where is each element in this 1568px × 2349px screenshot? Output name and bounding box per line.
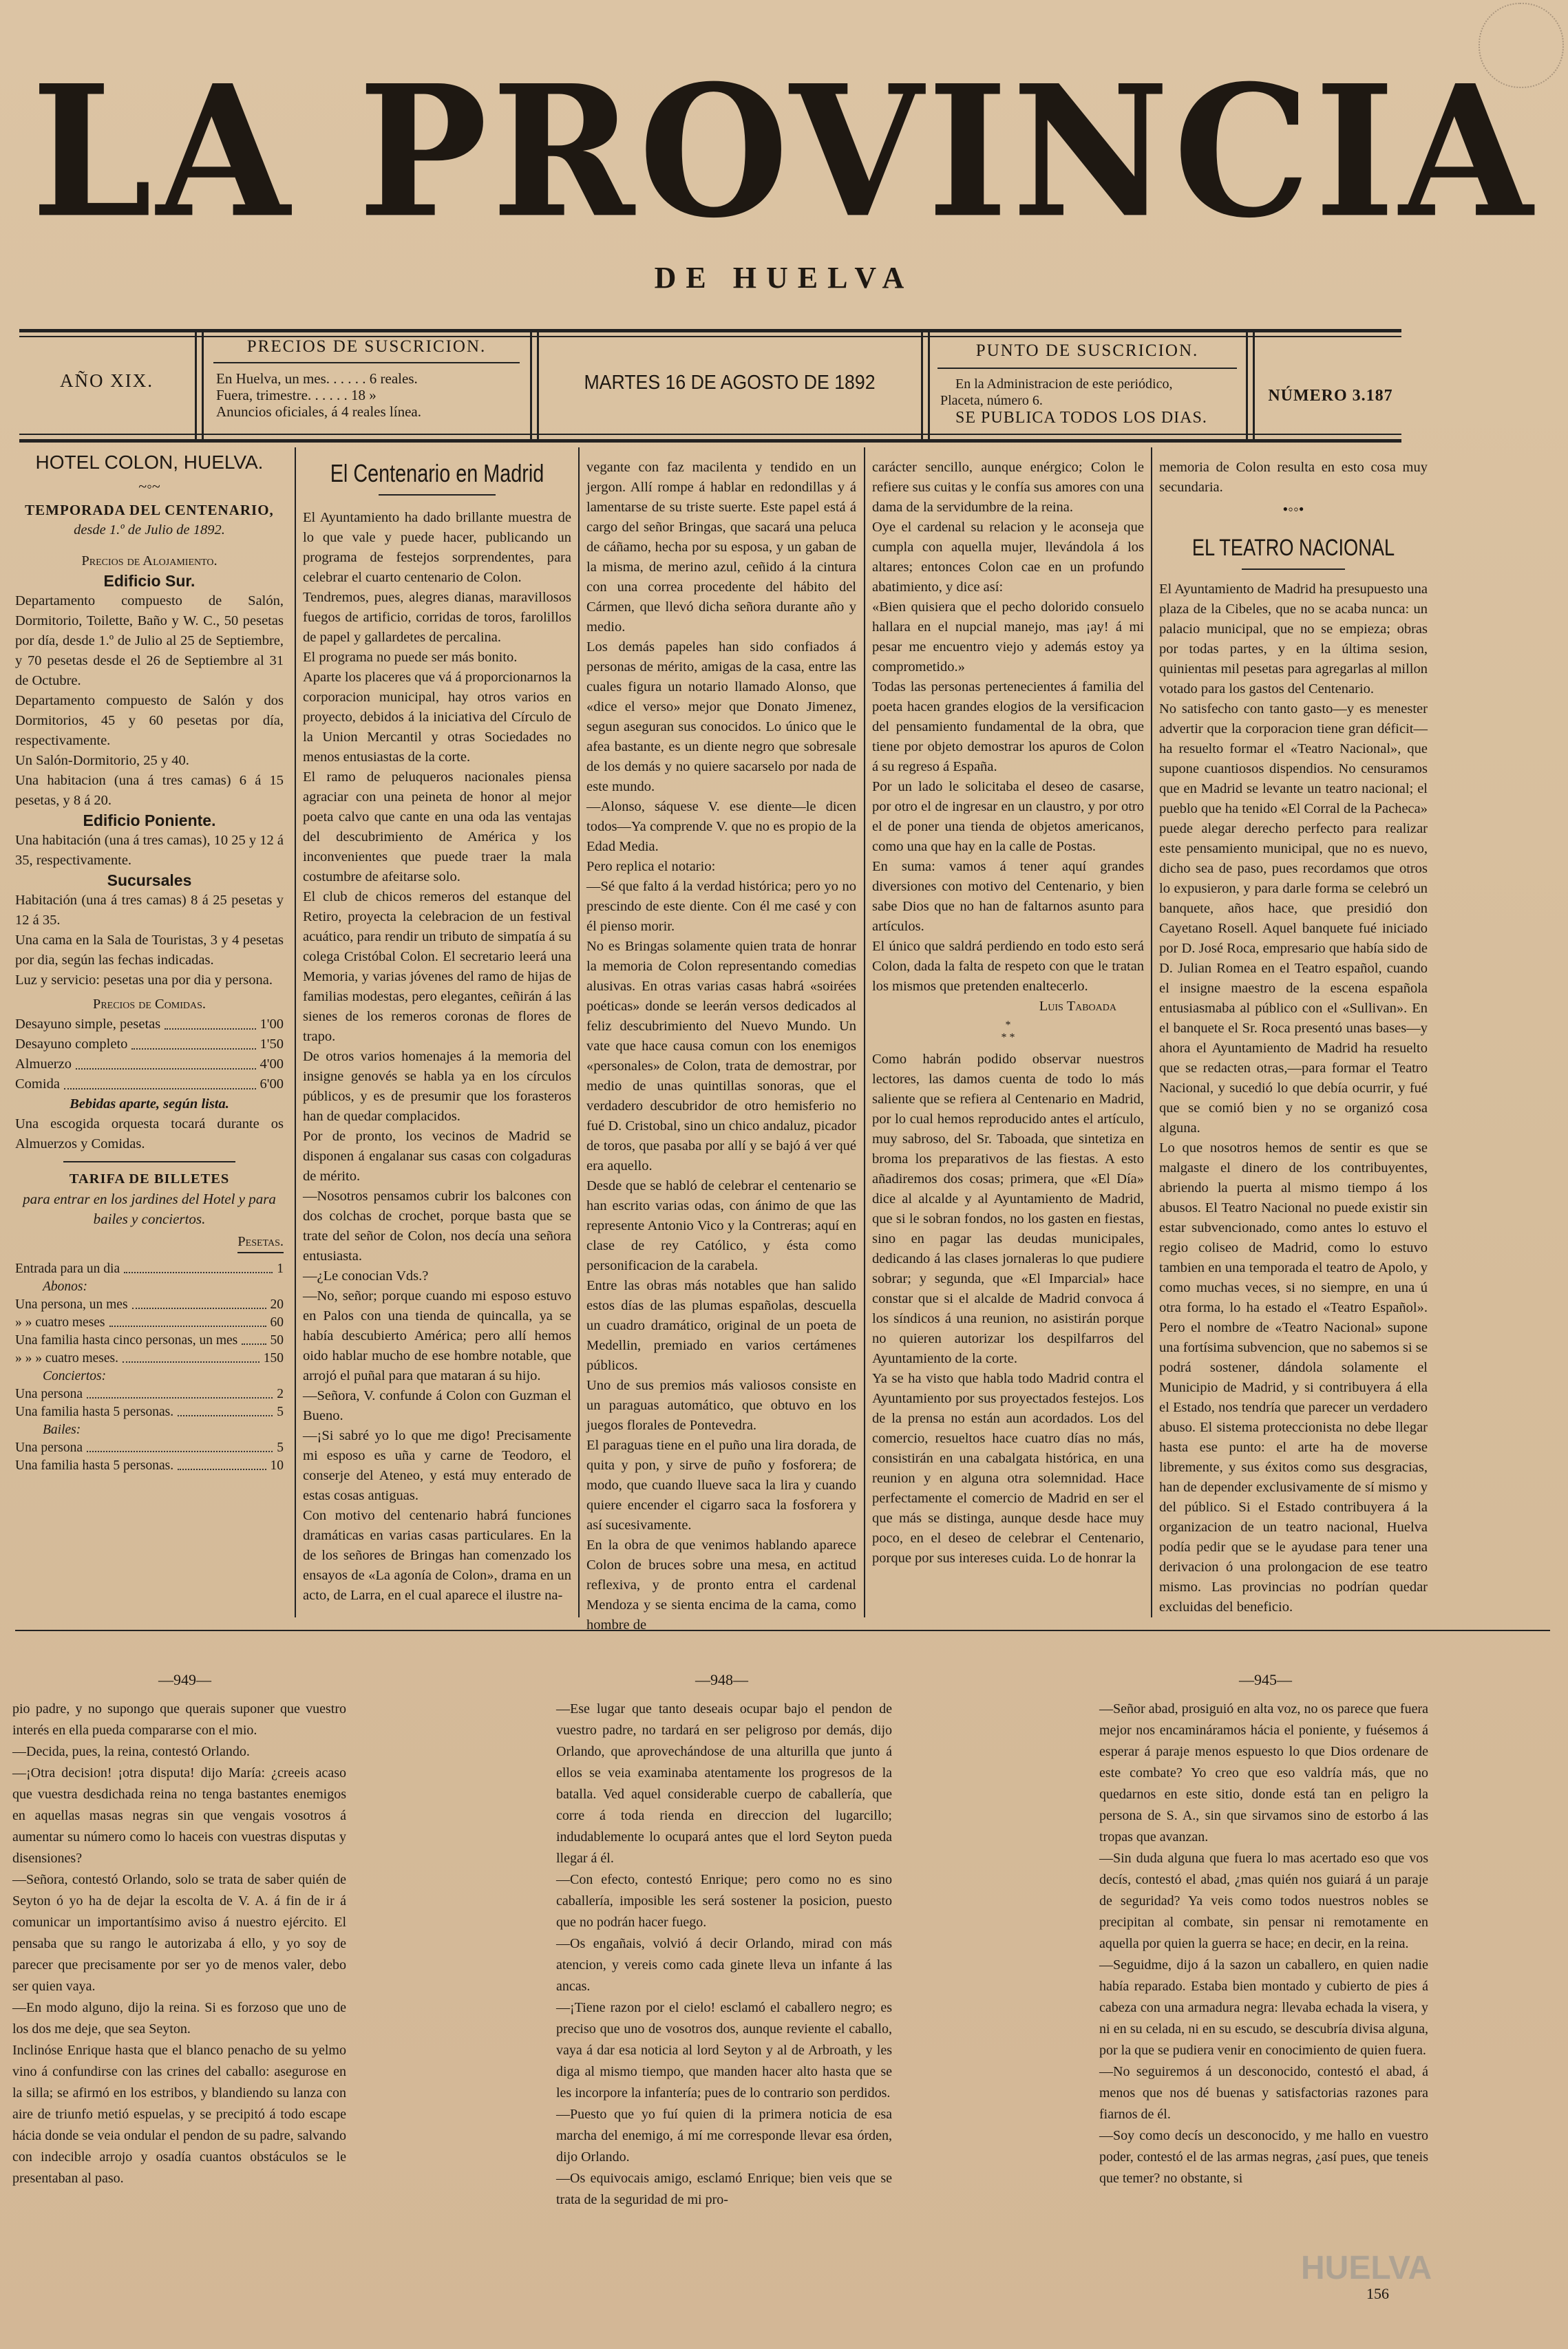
ticket-label: Una familia hasta 5 personas. [15,1458,174,1473]
issue-number: NÚMERO 3.187 [1268,387,1393,405]
subscription-line-2: Fuera, trimestre. . . . . . 18 » [216,387,377,403]
leader-dots [123,1350,259,1363]
article-signature: Luis Taboada [1039,999,1116,1014]
meal-price: 1'00 [259,1017,284,1032]
leader-dots [178,1403,273,1416]
leader-dots [242,1332,266,1345]
ticket-row [15,1350,284,1368]
hotel-advertisement [15,449,284,1475]
subscription-point-title: PUNTO DE SUSCRICION. [975,341,1199,360]
ornament-icon: •◦◦• [1282,500,1304,518]
ticket-label: Abonos: [43,1279,87,1294]
subscription-line-1: En Huelva, un mes. . . . . . 6 reales. [216,370,418,387]
ticket-label: Una familia hasta 5 personas. [15,1405,174,1419]
orchestra-note: Una escogida orquesta tocará durante os Almuerzos y Comidas. [15,1116,284,1151]
watermark-text: HUELVA [1301,2250,1432,2286]
south-building-text: Departamento compuesto de Salón, Dormitorio, Toilette, Baño y W. C., 50 pesetas por día, desde 1.º de Julio al 25 de Septiembre, y 70 pesetas desde el 26 de Septiembre al 31 de Octubre. Departamento compuesto de Salón y dos Dormitorios, 45 y 60 pesetas por día, respectivamente. Un Salón-Dormitorio, 25 y 40. Una habitacion (una á tres camas) 6 á 15 pesetas, y 8 á 20. [15,593,284,808]
ticket-label: » » » cuatro meses. [15,1351,119,1365]
header-divider [195,329,197,439]
asterism-icon: * * * [1001,1019,1015,1043]
masthead-title: LA PROVINCIA [31,45,1537,258]
subscription-title: PRECIOS DE SUSCRICION. [246,337,487,356]
masthead-subtitle: DE HUELVA [654,261,914,295]
article-body-col1: El Ayuntamiento ha dado brillante muestra de lo que vale y puede hacer, publicando un programa de festejos sorprendentes, para celebrar el cuarto centenario de Colon. Tendremos, pues, alegres dianas, maravillosos fuegos de artificio, corridas de toros, farolillos de papel y gallardetes de percalina. El programa no puede ser más bonito. Aparte los placeres que vá á proporcionarnos la corporacion municipal, hay otros varios en proyecto, debidos á la iniciativa del Círculo de la Union Mercantil y otras Sociedades no menos entusiastas de la corte. El ramo de peluqueros nacionales piensa agraciar con una peineta de honor al mejor poeta calvo que cante en una oda las ventajas del descubrimiento de América y los inconvenientes que puede traer la mala costumbre de afeitarse solo. El club de chicos remeros del estanque del Retiro, proyecta la celebracion de un festival acuático, para rendir un tributo de simpatía á su colega Cristóbal Colon. El secretario leerá una Memoria, y varias jóvenes del ramo de hijas de familias modestas, pero elegantes, ceñirán á las sienes de los remeros coronas de flores de trapo. De otros varios homenajes á la memoria del insigne genovés se habla ya en los círculos públicos, y es de presumir que los forasteros han de quedar complacidos. Por de pronto, los vecinos de Madrid se disponen á engalanar sus casas con colgaduras de mérito. —Nosotros pensamos cubrir los balcones con dos colchas de crochet, porque basta que se trate del señor de Colon, nos decía una señora entusiasta. —¿Le conocian Vds.? —No, señor; porque cuando mi esposo estuvo en Palos con una tienda de quincalla, ya se había descubierto América; pero allí hemos oido hablar mucho de ese hombre notable, que arrojó el puñal para que mataran á su hijo. —Señora, V. confunde á Colon con Guzman el Bueno. —¡Si sabré yo lo que me digo! Precisamente mi esposo es uña y carne de Teodoro, el conserje del Ateneo, y está muy enterado de estas cosas antiguas. Con motivo del centenario habrá funciones dramáticas en varias casas particulares. En la de los señores de Bringas han comenzado los ensayos de «La agonía de Colon», drama en un acto, de Larra, en el cual aparece el ilustre na- [303,510,571,1603]
tickets-title: TARIFA DE BILLETES [69,1171,230,1187]
column-rule [578,447,580,1617]
subscription-prices [206,336,527,420]
meal-price: 6'00 [259,1076,284,1092]
ticket-price: 60 [270,1315,284,1330]
issue-date: MARTES 16 DE AGOSTO DE 1892 [584,372,876,394]
ticket-label: Bailes: [43,1423,81,1437]
article-body-col2: vegante con faz macilenta y tendido en un jergon. Allí rompe á hablar en redondillas y á lamentarse de su triste suerte. Este papel está á cargo del señor Bringas, que sacará una peluca de cáñamo, hecha por su esposa, y un gaban de la misma, de merino azul, ceñido á la cintura con una correa procedente del hábito del Cármen, que llevó dicha señora durante año y medio. Los demás papeles han sido confiados á personas de mérito, amigas de la casa, entre las cuales figura un notario llamado Alonso, que «dice el verso» mejor que Donato Jimenez, segun aseguran sus conocidos. Lo único que le afea bastante, es un diente negro que sobresale de los demás y no quiere sacarselo por nada de este mundo. —Alonso, sáquese V. ese diente—le dicen todos—Ya comprende V. que no es propio de la Edad Media. Pero replica el notario: —Sé que falto á la verdad histórica; pero yo no prescindo de este diente. Con él me casé y con él pienso morir. No es Bringas solamente quien trata de honrar la memoria de Colon representando comedias alusivas. En otras varias casas habrá «soirées poéticas» donde se leerán versos dedicados al feliz descubrimiento del Nuevo Mundo. Un vate que hace causa comun con los enemigos «personales» de Colon, trata de demostrar, por medio de unas quintillas sonoras, que el verdadero descubridor de otro hemisferio no fué D. Cristobal, sino un chico andaluz, picador de toros, que pasaba por allí y se bajó á ver qué era aquello. Desde que se habló de celebrar el centenario se han escrito varias odas, con ánimo de que las represente Antonio Vico y la Contreras; aquí en clase de rey Católico, y ésta como personificacion de la carabela. Entre las obras más notables que han salido estos días de las plumas españolas, descuella un cuadro dramático, original de un poeta de Medellin, premiado en varios certámenes públicos. Uno de sus premios más valiosos consiste en un paraguas automático, que obtuvo en los juegos florales de Pontevedra. El paraguas tiene en el puño una lira dorada, de quita y pon, y sirve de puño y fosforera; de modo, que cuando llueve saca la lira y cuando quiere encender el cigarro saca la fosforera y así sucesivamente. En la obra de que venimos hablando aparece Colon de bruces sobre una mesa, en actitud reflexiva, y de pronto entra el cardenal Mendoza y se sienta encima de la cama, como hombre de [586,460,856,1633]
ticket-label: Una persona [15,1441,83,1455]
feuilleton-page-right: —945— [1239,1671,1292,1688]
ticket-row [15,1403,284,1421]
header-divider [537,329,539,439]
article-title: El Centenario en Madrid [330,459,544,487]
library-watermark [1301,2249,1497,2328]
feuilleton-rule [15,1630,1550,1631]
meal-row [15,1074,284,1094]
feuilleton-col-mid: —Ese lugar que tanto deseais ocupar bajo el pendon de vuestro padre, no tardará en ser peligroso por demás, dijo Orlando, que aprovechándose de una alturilla que junto á ellos se veia examinaba atentamente los progresos de la batalla. Ved aquel considerable cuerpo de caballería, que corre á toda rienda en direccion del lugarcillo; indudablemente lo ocupará antes que el lord Seyton pueda llegar á él. —Con efecto, contestó Enrique; pero como no es sino caballería, imposible les será sostener la posicion, puesto que no podrán hacer fuego. —Os engañais, volvió á decir Orlando, mirad con más atencion, y vereis como cada ginete lleva un infante á las ancas. —¡Tiene razon por el cielo! esclamó el caballero negro; es preciso que uno de vosotros dos, aunque reviente el caballo, vaya á dar esa noticia al lord Seyton y al de Arbroath, y les diga al mismo tiempo, que manden hacer alto hasta que se les incorpore la infantería; pues de lo contrario son perdidos. —Puesto que yo fuí quien di la primera noticia de esa marcha del enemigo, á mí me corresponde llevar esa órden, dijo Orlando. —Os equivocais amigo, esclamó Enrique; bien veis que se trata de la seguridad de mi pro- [556,1701,892,2207]
leader-dots [124,1260,273,1273]
leader-dots [87,1385,273,1399]
article-teatro [1159,458,1428,1617]
meal-label: Almuerzo [15,1056,72,1072]
leader-dots [178,1457,266,1470]
hotel-season: TEMPORADA DEL CENTENARIO, [25,502,274,518]
tickets-subtitle: para entrar en los jardines del Hotel y para bailes y conciertos. [23,1191,276,1227]
branches-text: Habitación (una á tres camas) 8 á 25 pesetas y 12 á 35. Una cama en la Sala de Touristas, 3 y 4 pesetas por dia, según las fechas indicadas. Luz y servicio: pesetas una por dia y persona. [15,893,284,988]
meal-label: Desayuno simple, pesetas [15,1017,161,1032]
title-rule [379,494,496,496]
article-body-col3b: Como habrán podido observar nuestros lectores, las damos cuenta de todo lo más saliente que se refiera al Centenario en Madrid, por lo cual hemos reproducido antes el artículo, muy sabroso, del Sr. Taboada, que sintetiza en broma los preparativos de las fiestas. A esto añadiremos dos cosas; primera, que «El Día» dice al alcalde y al Ayuntamiento de Madrid, que si le sobran fondos, no los gasten en fiestas, sino en pagar las deudas municipales, dedicando á las clases jornaleras lo que pudiere sobrar; y segunda, que «El Imparcial» hace constar que si el alcalde de Madrid convoca á los síndicos á una reunion, no asistirán porque no quieren autorizar los despilfarros del Ayuntamiento de la corte. Ya se ha visto que habla todo Madrid contra el Ayuntamiento por sus proyectados festejos. Los de la prensa no están aun acordados. Los del comercio, resueltos hace cuatro días no más, consistirán en una cabalgata histórica, en una reunion y en alguna otra solemnidad. Hace perfectamente el comercio de Madrid en ser el que más se distinga, aunque desde hace muy poco, en el deseo de celebrar el Centenario, porque por sus intereses cuida. Lo de honrar la [872,1052,1144,1566]
hotel-title: HOTEL COLON, HUELVA. [35,451,264,473]
subscription-point [931,341,1244,427]
leader-dots [87,1439,273,1452]
ticket-row [15,1368,284,1385]
teatro-title: EL TEATRO NACIONAL [1191,535,1395,561]
meals-title: Precios de Comidas. [92,997,206,1012]
meal-price: 1'50 [259,1037,284,1052]
column-rule [1151,447,1152,1617]
meal-row [15,1034,284,1054]
header-divider [928,329,930,439]
header-bottom-rule [19,439,1401,443]
west-building-title: Edificio Poniente. [83,811,216,829]
header-divider [1253,329,1255,439]
ticket-label: Entrada para un dia [15,1262,120,1276]
header-top-rule [19,329,1401,332]
header-divider [1246,329,1248,439]
meal-row [15,1014,284,1034]
tickets-currency: Pesetas. [237,1232,284,1253]
ticket-price: 5 [277,1405,284,1419]
ticket-price: 2 [277,1387,284,1401]
ticket-price: 20 [270,1297,284,1312]
ticket-row [15,1314,284,1332]
ticket-price: 5 [277,1441,284,1455]
leader-dots [64,1074,256,1090]
ornament-icon: ~◦~ [138,478,160,495]
column-rule [864,447,865,1617]
drinks-note: Bebidas aparte, según lista. [70,1096,229,1112]
subscription-point-line-3: SE PUBLICA TODOS LOS DIAS. [955,409,1207,427]
ticket-row [15,1260,284,1278]
meal-label: Desayuno completo [15,1037,128,1052]
feuilleton-col-right: —Señor abad, prosiguió en alta voz, no os parece que fuera mejor nos encamináramos hácia el poniente, y fuésemos á esperar á paraje menos espuesto lo que Dios ordenare de este combate? Yo creo que eso valdría más, que no quedarnos en este sitio, donde está tan en peligro la persona de S. A., sin que sirvamos sino de estorbo á las tropas que avanzan. —Sin duda alguna que fuera lo mas acertado eso que vos decís, contestó el abad, ¿mas quién nos guiará á un paraje de seguridad? Ya veis como todos nuestros nobles se precipitan al combate, sin pensar ni remotamente en aquella por quien la guerra se hace; en decir, en la reina. —Seguidme, dijo á la sazon un caballero, en quien nadie había reparado. Estaba bien montado y cubierto de pies á cabeza con una armadura negra: llevaba echada la visera, y ni en su celada, ni en su escudo, se descubría divisa alguna, por la que se pudiera venir en conocimiento de quien fuera. —No seguiremos á un desconocido, contestó el abad, á menos que nos dé buenas y satisfactorias razones para fiarnos de él. —Soy como decís un desconocido, y me hallo en vuestro poder, contestó el de las armas negras, ¿así pues, que teneis que temer? no obstante, si [1099,1701,1428,2186]
header-divider [202,329,204,439]
ticket-label: » » cuatro meses [15,1315,105,1330]
leader-dots [131,1034,255,1050]
teatro-body: El Ayuntamiento de Madrid ha presupuesto una plaza de la Cibeles, que no se acaba nunca: un palacio municipal, que no se empieza; obras por todas partes, y en la última sesion, quinientas mil pesetas para agregarlas al millon votado para los gastos del Centenario. No satisfecho con tanto gasto—y es menester advertir que la corporacion tiene gran déficit—ha resuelto formar el «Teatro Nacional», que supone cuantiosos dispendios. No censuramos que en Madrid se levante un teatro nacional; el pueblo que ha tenido «El Corral de la Pacheca» puede alegar derecho perfecto para realizar este pensamiento municipal, que no es nuevo, dicho sea de paso, pues recordamos que otros lo expusieron, y para darle forma se celebró un banquete, años hace, que presidió don Cayetano Rosell. Aquel banquete fué iniciado por D. José Roca, empresario que había sido de D. Julian Romea en el Teatro español, cuando el insigne maestro de la escena española entusiasmaba al público con el «Sullivan». En el banquete el Sr. Roca presentó unas bases—y ahora el Ayuntamiento de Madrid ha resuelto que se redacten otras,—para formar el Teatro Nacional, y sucedió lo que debía ocurrir, y fué que se comió bien y no se organizó cosa alguna. Lo que nosotros hemos de sentir es que se malgaste el dinero de los contribuyentes, abriendo la puerta al mismo tiempo á los abusos. El Teatro Nacional no puede existir sin estar subvencionado, como antes lo estuvo el regio coliseo de Madrid, como lo estuvo tambien en una temporada el teatro de Apolo, y como muchas veces, si no siempre, en una ú otra forma, lo ha estado el «Teatro Español». Pero el nombre de «Teatro Nacional» supone una fortísima subvencion, que no sabemos si se podrá sostener, dándola solamente el Municipio de Madrid, y si contribuyera á ella el Estado, nos tendría que parecer un verdadero abuso. El sistema proteccionista no debe llegar hasta ese punto: el arte ha de moverse libremente, y sus éxitos como sus desgracias, han de depender exclusivamente de sí mismo y del público. Si el Estado contribuyera á la organizacion de un teatro nacional, Huelva podía pedir que se le ayudase para tener una derivacion ó una prolongacion de ese teatro mismo. Las provincias no podrían quedar excluidas del beneficio. [1159,582,1428,1615]
leader-dots [132,1296,266,1309]
ticket-label: Una familia hasta cinco personas, un mes [15,1333,238,1348]
ticket-price: 10 [270,1458,284,1473]
feuilleton-page-mid: —948— [695,1671,748,1688]
column-rule [295,447,296,1617]
year-label: AÑO XIX. [60,370,153,391]
subscription-point-rule [937,368,1237,369]
article-column-3 [872,458,1144,1569]
tickets-list [15,1260,284,1475]
ticket-row [15,1278,284,1296]
feuilleton-page-left: —949— [158,1671,211,1688]
ticket-price: 150 [263,1351,284,1365]
ticket-price: 1 [277,1262,284,1276]
west-building-text: Una habitación (una á tres camas), 10 25 y 12 á 35, respectivamente. [15,833,284,868]
article-body-col3: carácter sencillo, aunque enérgico; Colon le refiere sus cuitas y le confía sus amores con una dama de la servidumbre de la reina. Oye el cardenal su relacion y le aconseja que cumpla con aquella mujer, llevándola á los altares; entonces Colon cae en un profundo abatimiento, y dice así: «Bien quisiera que el pecho dolorido consuelo hallara en el nupcial manejo, mas ¡ay! á mi pesar me encuentro viejo y además estoy ya comprometido.» Todas las personas pertenecientes á familia del poeta hacen grandes elogios de la versificacion del pensamiento fundamental de la obra, que tiene por objeto demostrar los apuros de Colon á su regreso á España. Por un lado le solicitaba el deseo de casarse, por otro el de ingresar en un claustro, y por otro el de poner una tienda de objetos americanos, como una que hay en la calle de Postas. En suma: vamos á tener aquí grandes diversiones con motivo del Centenario, y bien sabe Dios que no han de faltarnos asunto para artículos. El único que saldrá perdiendo en todo esto será Colon, dada la falta de respeto con que le tratan los mismos que pretenden enaltecerlo. [872,460,1144,994]
title-rule [1242,568,1345,570]
leader-dots [109,1314,266,1327]
teatro-lead: memoria de Colon resulta en esto cosa muy secundaria. [1159,460,1428,495]
ticket-label: Una persona, un mes [15,1297,128,1312]
subscription-line-3: Anuncios oficiales, á 4 reales línea. [216,403,421,420]
header-divider [530,329,532,439]
subscription-rule [213,362,520,363]
meal-row [15,1054,284,1074]
section-rule [63,1161,235,1162]
ticket-row [15,1296,284,1314]
meals-list [15,1014,284,1094]
header-divider [921,329,923,439]
south-building-title: Edificio Sur. [103,572,195,590]
subscription-point-line-2: Placeta, número 6. [940,393,1043,408]
meal-price: 4'00 [259,1056,284,1072]
ticket-price: 50 [270,1333,284,1348]
ticket-row [15,1332,284,1350]
ticket-row [15,1457,284,1475]
subscription-point-line-1: En la Administracion de este periódico, [955,376,1173,392]
ticket-label: Una persona [15,1387,83,1401]
branches-title: Sucursales [107,871,192,889]
lodging-prices-title: Precios de Alojamiento. [81,553,218,568]
meal-label: Comida [15,1076,60,1092]
header-bottom-rule-thin [19,434,1401,435]
feuilleton-page-footer: 156 [1366,2285,1389,2302]
leader-dots [76,1054,256,1070]
hotel-season-sub: desde 1.º de Julio de 1892. [74,522,225,538]
leader-dots [165,1014,255,1030]
ticket-label: Conciertos: [43,1369,107,1383]
ticket-row [15,1439,284,1457]
ticket-row [15,1385,284,1403]
ticket-row [15,1421,284,1439]
feuilleton-col-left: pio padre, y no supongo que querais suponer que vuestro interés en ella pueda compararse con el mio. —Decida, pues, la reina, contestó Orlando. —¡Otra decision! ¡otra disputa! dijo María: ¿creeis acaso que vuestra desdichada reina no tenga bastantes enemigos en aquellas masas negras sin que vengais vosotros á aumentar su número como lo haceis con vuestras disputas y disensiones? —Señora, contestó Orlando, solo se trata de saber quién de Seyton ó yo ha de dejar la escolta de V. A. á fin de ir á comunicar un importantísimo aviso á nuestro ejército. El pensaba que su rango le autorizaba á ello, y yo soy de parecer que precisamente por ser yo de menos valer, debo ser quien vaya. —En modo alguno, dijo la reina. Si es forzoso que uno de los dos me deje, que sea Seyton. Inclinóse Enrique hasta que el blanco penacho de su yelmo vino á confundirse con las crines del caballo: asegurose en la silla; se afirmó en los estribos, y blandiendo su lanza con aire de triunfo metió espuelas, y se precipitó á todo escape hácia donde se veia ondular el pendon de su padre, salvando con indecible arrojo y osadía cuantos obstáculos se le presentaban al paso. [12,1701,346,2186]
article-centenario [303,449,571,1606]
